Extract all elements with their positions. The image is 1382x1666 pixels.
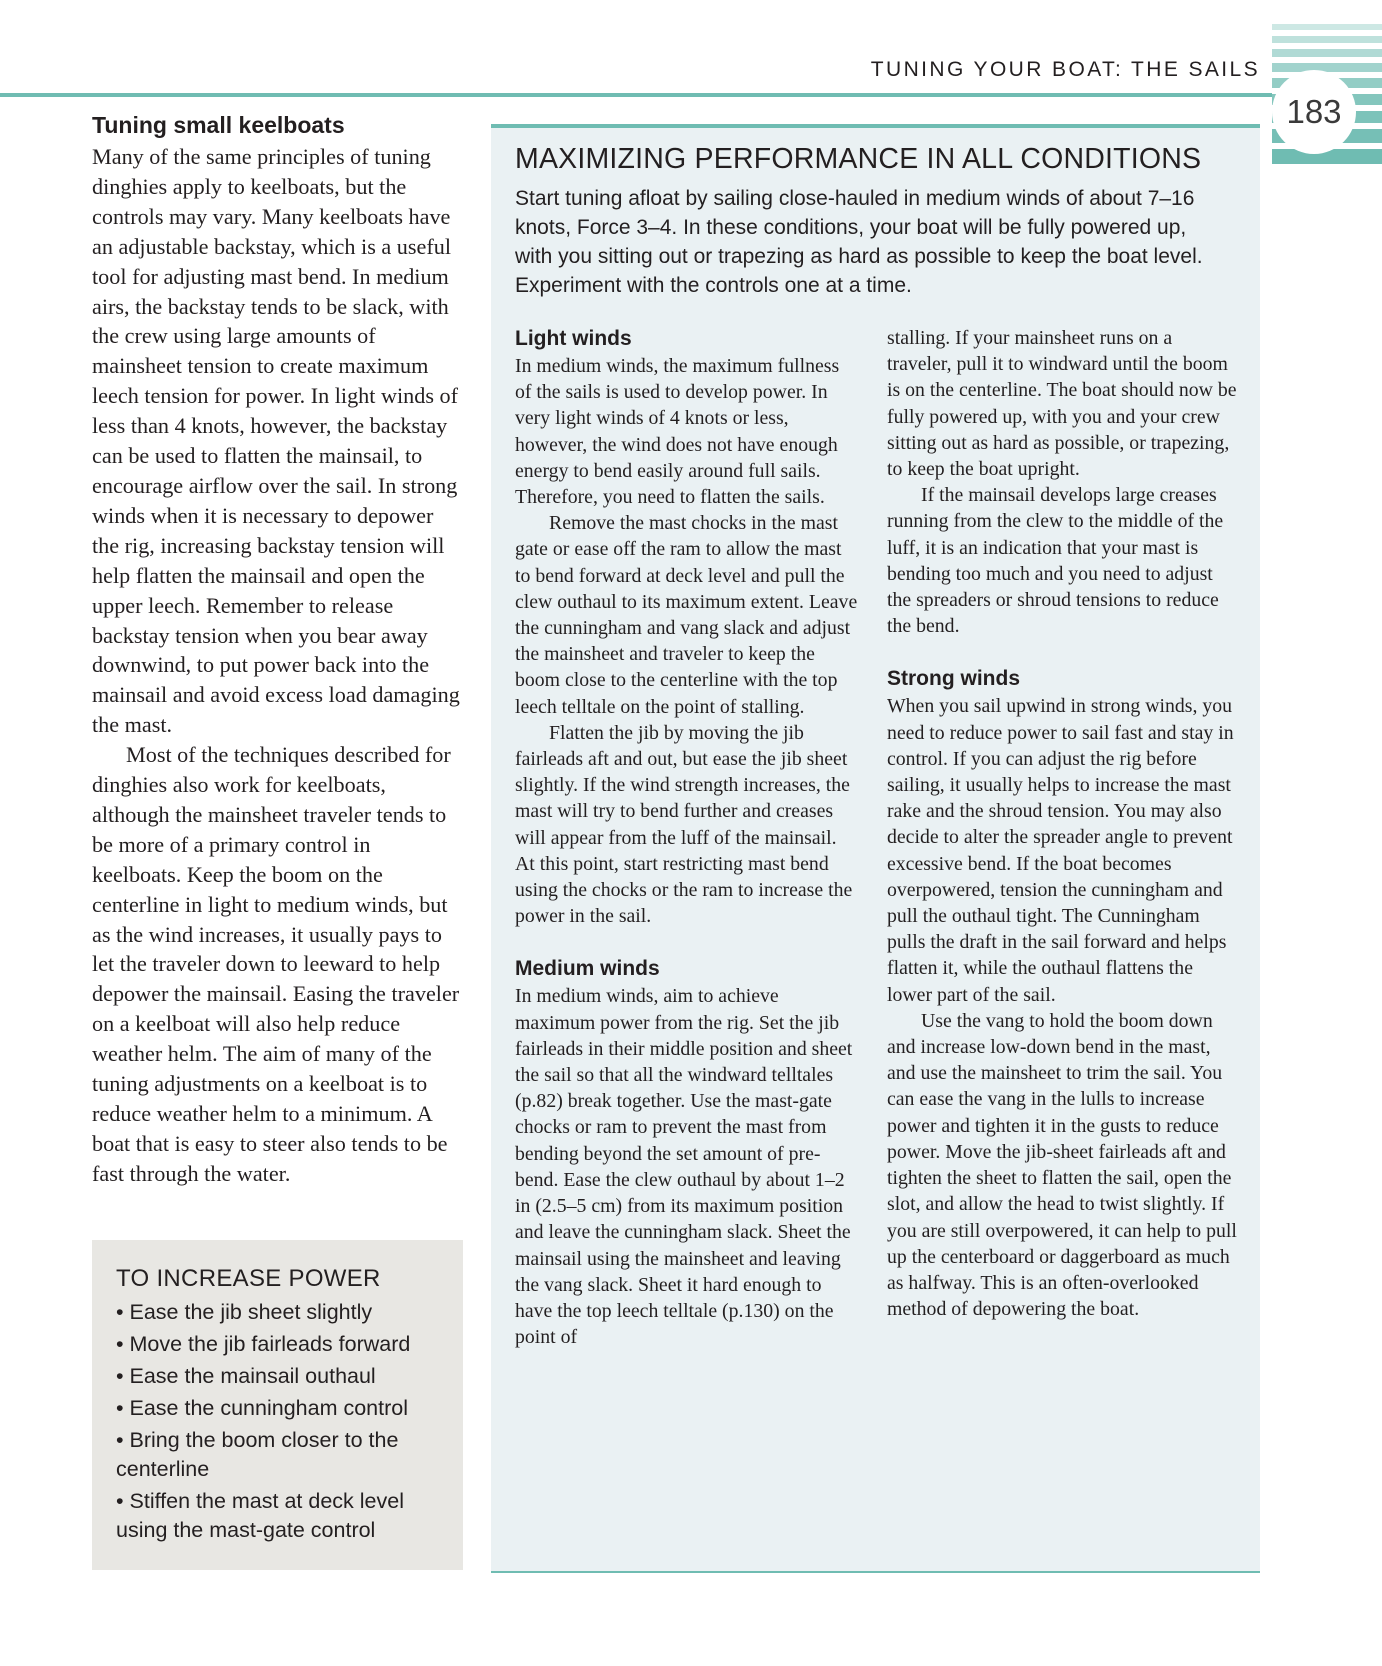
body-paragraph: If the mainsail develops large creases running from the clew to the middle of the luff, it is an indication that your mast is bending too much and you need to adjust the spreaders or shroud tensions to reduce the bend.	[887, 484, 1224, 638]
body-paragraph: Many of the same principles of tuning dinghies apply to keelboats, but the controls may vary. Many keelboats have an adjustable backstay, which is a useful tool for adjusting mast bend. In medium airs, the backstay tends to be slack, with the crew using large amounts of mainsheet tension to create maximum leech tension for power. In light winds of less than 4 knots, however, the backstay can be used to flatten the mainsail, to encourage airflow over the sail. In strong winds when it is necessary to depower the rig, increasing backstay tension will help flatten the mainsail and open the upper leech. Remember to release backstay tension when you bear away downwind, to put power back into the mainsail and avoid excess load damaging the mast.	[92, 144, 460, 738]
increase-power-list	[116, 1298, 443, 1545]
list-item: • Ease the jib sheet slightly	[116, 1300, 373, 1324]
page-number: 183	[1272, 70, 1356, 154]
increase-power-box	[92, 1240, 463, 1570]
body-paragraph: In medium winds, the maximum fullness of the sails is used to develop power. In very light winds of 4 knots or less, however, the wind does not have enough energy to bend easily around full sails. Therefore, you need to flatten the sails.	[515, 355, 840, 509]
list-item: • Ease the cunningham control	[116, 1396, 408, 1420]
panel-title: MAXIMIZING PERFORMANCE IN ALL CONDITIONS	[515, 143, 1202, 175]
panel-intro: Start tuning afloat by sailing close-hauled in medium winds of about 7–16 knots, Force 3–4. In these conditions, your boat will be fully powered up, with you sitting out or trapezing as hard as possible to keep the boat level. Experiment with the controls one at a time.	[515, 187, 1203, 297]
body-paragraph: Flatten the jib by moving the jib fairleads aft and out, but ease the jib sheet slightly. If the wind strength increases, the mast will try to bend further and creases will appear from the luff of the mainsail. At this point, start restricting mast bend using the chocks or the ram to increase the power in the sail.	[515, 721, 853, 928]
body-paragraph: stalling. If your mainsheet runs on a traveler, pull it to windward until the boom is on the centerline. The boat should now be fully powered up, with you and your crew sitting out as hard as possible, or trapezing, to keep the boat upright.	[887, 327, 1237, 481]
increase-power-title: TO INCREASE POWER	[116, 1265, 381, 1292]
list-item: • Ease the mainsail outhaul	[116, 1364, 376, 1388]
body-paragraph: In medium winds, aim to achieve maximum power from the rig. Set the jib fairleads in their middle position and sheet the sail so that all the windward telltales (p.82) break together. Use the mast-gate chocks or ram to prevent the mast from bending beyond the set amount of pre-bend. Ease the clew outhaul by about 1–2 in (2.5–5 cm) from its maximum position and leave the cunningham slack. Sheet the mainsail using the mainsheet and leaving the vang slack. Sheet it hard enough to have the top leech telltale (p.130) on the point of	[515, 985, 853, 1349]
strong-winds-heading: Strong winds	[887, 667, 1020, 691]
panel-bottom-rule	[491, 1571, 1260, 1573]
panel-top-rule	[491, 124, 1260, 128]
list-item: • Move the jib fairleads forward	[116, 1332, 411, 1356]
list-item: • Bring the boom closer to the centerline	[116, 1428, 399, 1481]
section-heading: Tuning small keelboats	[92, 112, 345, 138]
body-paragraph: When you sail upwind in strong winds, you need to reduce power to sail fast and stay in control. If you can adjust the rig before sailing, it usually helps to increase the mast rake and the shroud tension. You may also decide to alter the spreader angle to prevent excessive bend. If the boat becomes overpowered, tension the cunningham and pull the outhaul tight. The Cunningham pulls the draft in the sail forward and helps flatten it, while the outhaul flattens the lower part of the sail.	[887, 695, 1234, 1006]
body-paragraph: Use the vang to hold the boom down and increase low-down bend in the mast, and use the mainsheet to trim the sail. You can ease the vang in the lulls to increase power and tighten it in the gusts to reduce power. Move the jib-sheet fairleads aft and tighten the sheet to flatten the sail, open the slot, and allow the head to twist slightly. If you are still overpowered, it can help to pull up the centerboard or daggerboard as much as halfway. This is an often-overlooked method of depowering the boat.	[887, 1009, 1237, 1321]
medium-winds-heading: Medium winds	[515, 957, 660, 981]
panel-column-right	[887, 325, 1237, 1322]
list-item: • Stiffen the mast at deck level using the mast-gate control	[116, 1489, 404, 1542]
light-winds-heading: Light winds	[515, 327, 632, 350]
running-head: TUNING YOUR BOAT: THE SAILS	[870, 58, 1260, 81]
header-rule	[0, 93, 1272, 97]
body-paragraph: Most of the techniques described for dinghies also work for keelboats, although the mainsheet traveler tends to be more of a primary control in keelboats. Keep the boom on the centerline in light to medium winds, but as the wind increases, it usually pays to let the traveler down to leeward to help depower the mainsail. Easing the traveler on a keelboat will also help reduce weather helm. The aim of many of the tuning adjustments on a keelboat is to reduce weather helm to a minimum. A boat that is easy to steer also tends to be fast through the water.	[92, 742, 460, 1186]
left-column	[92, 110, 464, 1189]
panel-column-left	[515, 325, 860, 1350]
body-paragraph: Remove the mast chocks in the mast gate or ease off the ram to allow the mast to bend forward at deck level and pull the clew outhaul to its maximum extent. Leave the cunningham and vang slack and adjust the mainsheet and traveler to keep the boom close to the centerline with the top leech telltale on the point of stalling.	[515, 512, 858, 718]
